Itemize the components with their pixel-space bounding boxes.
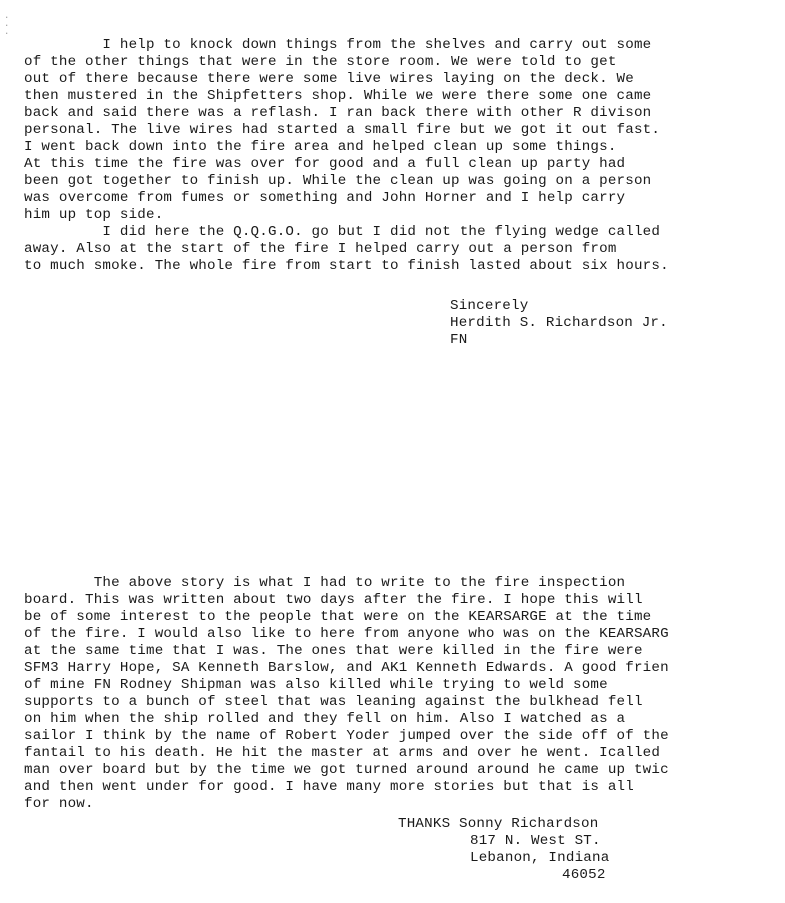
letter-line: I did here the Q.Q.G.O. go but I did not the flying wedge called <box>24 224 661 240</box>
note-line: supports to a bunch of steel that was leaning against the bulkhead fell <box>24 694 643 710</box>
letter-line: to much smoke. The whole fire from start to finish lasted about six hours. <box>24 258 669 274</box>
letter-line: away. Also at the start of the fire I helped carry out a person from <box>24 241 617 257</box>
letter-line: personal. The live wires had started a small fire but we got it out fast. <box>24 122 661 138</box>
note-line: for now. <box>24 796 94 812</box>
note-line: fantail to his death. He hit the master at arms and over he went. Icalled <box>24 745 661 761</box>
letter-closing: Sincerely <box>450 298 529 314</box>
note-line: and then went under for good. I have many more stories but that is all <box>24 779 634 795</box>
note-sign-off: THANKS Sonny Richardson <box>398 816 599 832</box>
note-line: on him when the ship rolled and they fell on him. Also I watched as a <box>24 711 626 727</box>
note-line: be of some interest to the people that were on the KEARSARGE at the time <box>24 609 652 625</box>
letter-line: of the other things that were in the store room. We were told to get <box>24 54 617 70</box>
letter-line: him up top side. <box>24 207 164 223</box>
letter-line: I went back down into the fire area and helped clean up some things. <box>24 139 617 155</box>
letter-line: out of there because there were some live wires laying on the deck. We <box>24 71 634 87</box>
letter-line: back and said there was a reflash. I ran back there with other R divison <box>24 105 652 121</box>
margin-mark: · · · <box>4 13 10 39</box>
note-line: of the fire. I would also like to here from anyone who was on the KEARSARG <box>24 626 669 642</box>
letter-line: At this time the fire was over for good and a full clean up party had <box>24 156 626 172</box>
letter-line: then mustered in the Shipfetters shop. While we were there some one came <box>24 88 652 104</box>
note-line: SFM3 Harry Hope, SA Kenneth Barslow, and AK1 Kenneth Edwards. A good frien <box>24 660 669 676</box>
address-zip: 46052 <box>562 867 606 883</box>
note-line: at the same time that I was. The ones that were killed in the fire were <box>24 643 643 659</box>
note-line: The above story is what I had to write to the fire inspection <box>24 575 626 591</box>
note-line: of mine FN Rodney Shipman was also killed while trying to weld some <box>24 677 608 693</box>
letter-line: I help to knock down things from the shelves and carry out some <box>24 37 652 53</box>
letter-line: was overcome from fumes or something and John Horner and I help carry <box>24 190 626 206</box>
note-line: sailor I think by the name of Robert Yoder jumped over the side off of the <box>24 728 669 744</box>
address-city: Lebanon, Indiana <box>470 850 610 866</box>
note-line: board. This was written about two days after the fire. I hope this will <box>24 592 643 608</box>
note-line: man over board but by the time we got turned around around he came up twic <box>24 762 669 778</box>
letter-signature-name: Herdith S. Richardson Jr. <box>450 315 668 331</box>
address-street: 817 N. West ST. <box>470 833 601 849</box>
letter-signature-rank: FN <box>450 332 468 348</box>
letter-line: been got together to finish up. While the clean up was going on a person <box>24 173 652 189</box>
